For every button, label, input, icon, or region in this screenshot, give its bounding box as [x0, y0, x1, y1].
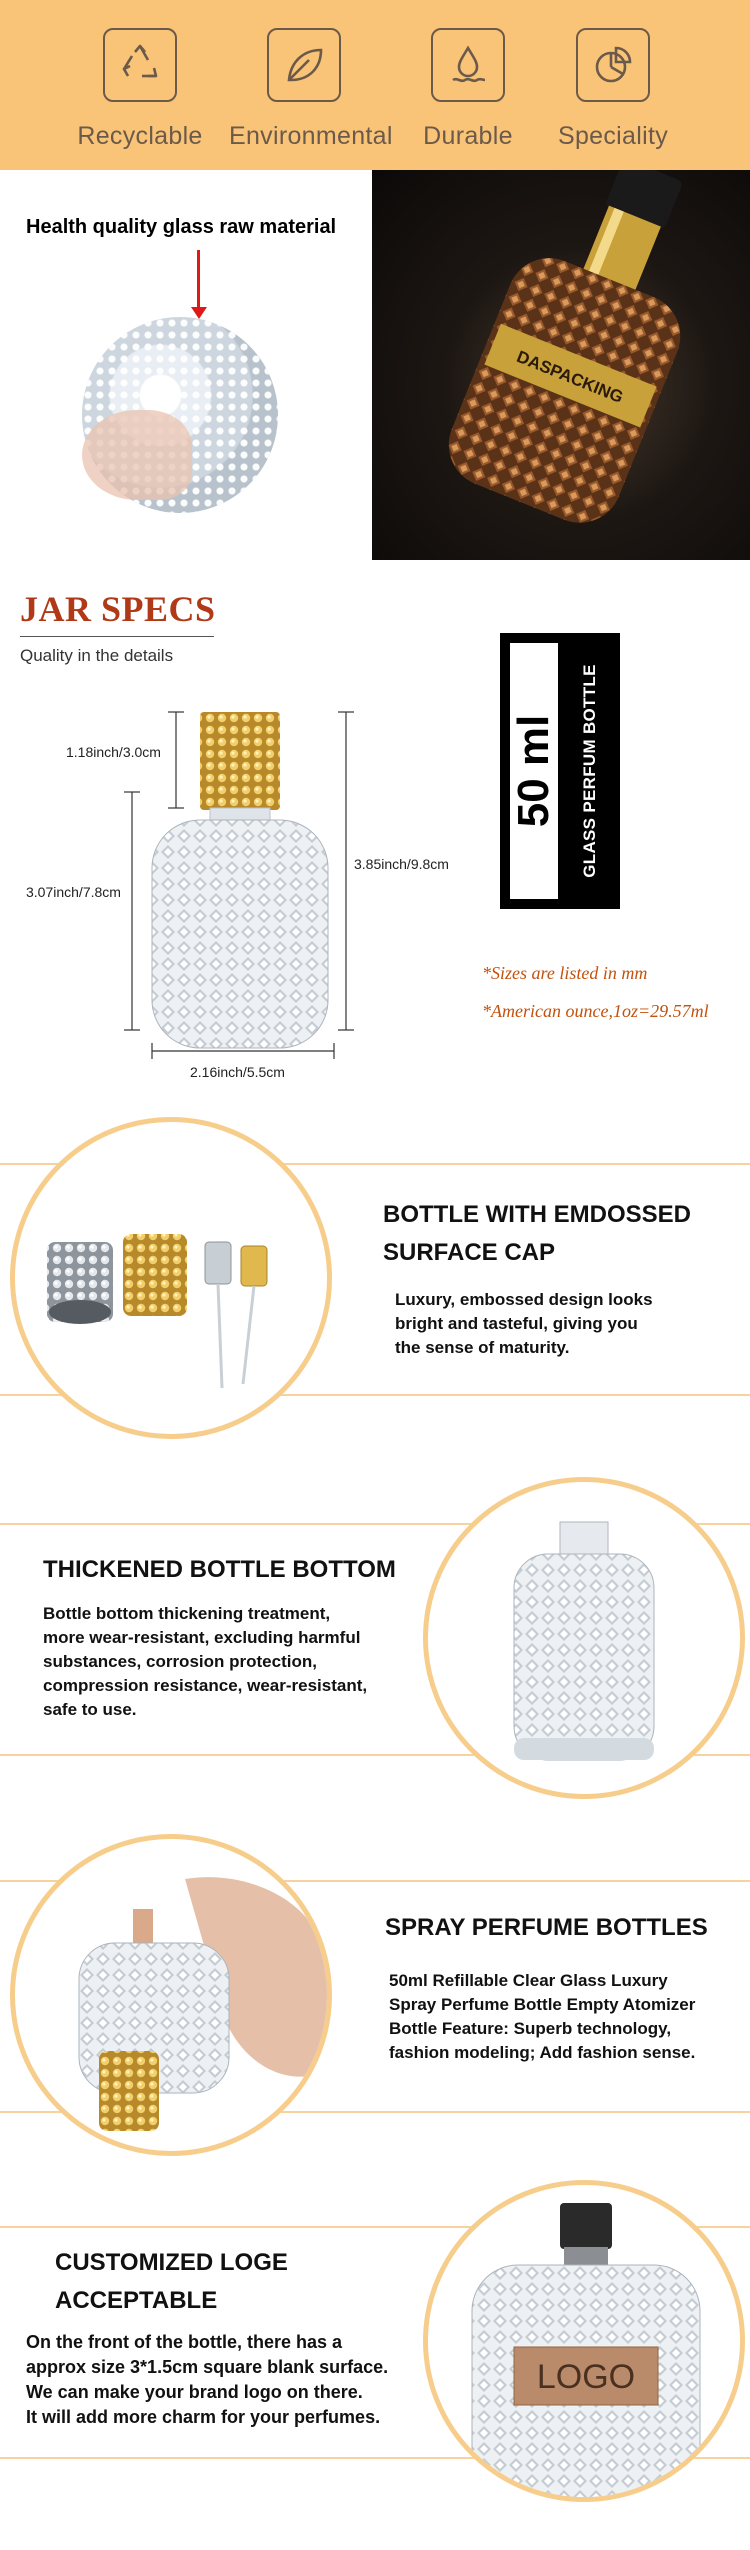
section-title: CUSTOMIZED LOGE ACCEPTABLE — [55, 2249, 288, 2314]
specs-subtitle: Quality in the details — [20, 646, 174, 665]
feature-recyclable — [65, 28, 215, 151]
total-height-label: 3.85inch/9.8cm — [354, 856, 449, 872]
bottle-cap — [200, 712, 280, 810]
material-title: Health quality glass raw material — [26, 216, 337, 238]
width-label: 2.16inch/5.5cm — [190, 1064, 285, 1080]
amber-bottle-photo — [372, 170, 750, 560]
features-banner — [0, 0, 750, 170]
feature-durable — [393, 28, 543, 151]
leaf-icon — [267, 28, 341, 102]
spray-image-circle — [10, 1834, 332, 2156]
cap-image-circle — [10, 1117, 332, 1439]
product-type-label: GLASS PERFUM BOTTLE — [580, 664, 599, 878]
ounce-note: *American ounce,1oz=29.57ml — [482, 1001, 709, 1021]
bottle-brand-label: DASPACKING — [514, 347, 626, 407]
section-title: THICKENED BOTTLE BOTTOM — [43, 1556, 396, 1583]
cap-height-label: 1.18inch/3.0cm — [66, 744, 161, 760]
section-title: BOTTLE WITH EMDOSSED SURFACE CAP — [383, 1201, 691, 1266]
feature-label: Environmental — [229, 122, 393, 150]
pie-chart-icon — [576, 28, 650, 102]
bottle-image-circle — [423, 1477, 745, 1799]
feature-environmental — [229, 28, 393, 151]
specs-divider — [20, 636, 214, 637]
bottle-body — [152, 820, 328, 1048]
logo-bottle-circle — [423, 2180, 745, 2502]
recycle-icon — [103, 28, 177, 102]
section-body: 50ml Refillable Clear Glass Luxury Spray Perfume Bottle Empty Atomizer Bottle Feature: Superb technology, fashion modeling; Add fashion sense. — [389, 1971, 696, 2062]
section-body: Bottle bottom thickening treatment, more wear-resistant, excluding harmful substances, corrosion protection, compression resistance, wear-resistant, safe to use. — [43, 1604, 368, 1719]
sizes-note: *Sizes are listed in mm — [482, 963, 648, 983]
feature-label: Recyclable — [77, 122, 203, 150]
feature-speciality — [538, 28, 688, 151]
logo-placeholder-text: LOGO — [536, 2358, 636, 2396]
water-drop-icon — [431, 28, 505, 102]
feature-label: Durable — [423, 122, 513, 150]
capacity-value: 50 ml — [509, 714, 558, 828]
body-height-label: 3.07inch/7.8cm — [26, 884, 121, 900]
hand-image — [82, 410, 192, 500]
section-title: SPRAY PERFUME BOTTLES — [385, 1914, 708, 1941]
section-body: On the front of the bottle, there has a approx size 3*1.5cm square blank surface. We can make your brand logo on there. It will add more charm for your perfumes. — [26, 2332, 389, 2427]
feature-label: Speciality — [558, 122, 668, 150]
pointer-arrow — [197, 250, 200, 312]
section-body: Luxury, embossed design looks bright and tasteful, giving you the sense of maturity. — [395, 1290, 653, 1357]
specs-title: JAR SPECS — [20, 589, 216, 629]
